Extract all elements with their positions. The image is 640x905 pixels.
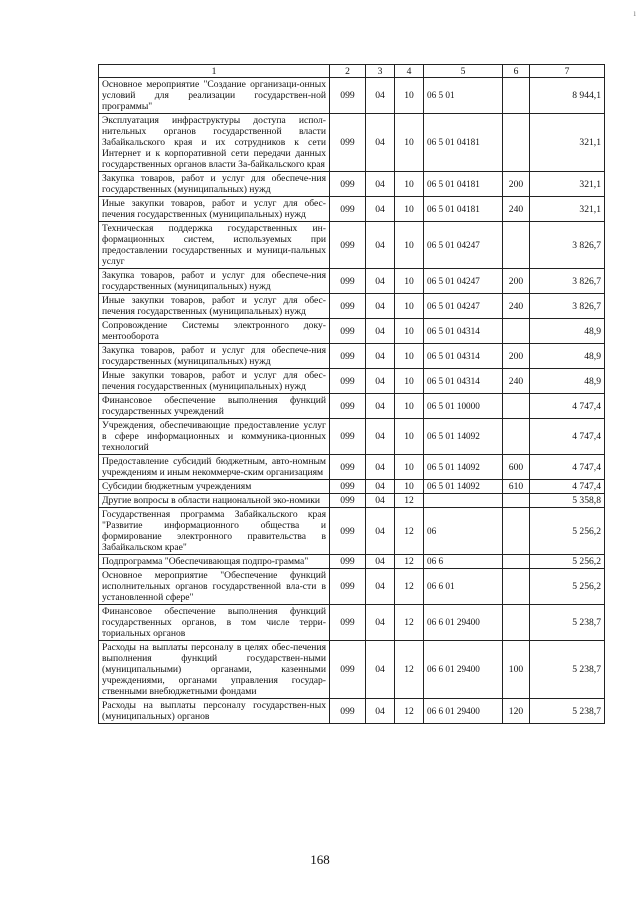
row-code-3-cell: 04 xyxy=(366,419,395,455)
row-code-2-cell: 099 xyxy=(330,269,366,294)
row-amount-cell: 5 256,2 xyxy=(530,508,605,555)
row-name-cell: Закупка товаров, работ и услуг для обеспече-ния государственных (муниципальных) нужд xyxy=(99,269,330,294)
header-cell-3: 3 xyxy=(366,65,395,78)
row-code-6-cell: 200 xyxy=(503,344,530,369)
row-code-3-cell: 04 xyxy=(366,605,395,641)
header-row xyxy=(99,65,605,78)
row-code-6-cell: 610 xyxy=(503,480,530,494)
row-code-3-cell: 04 xyxy=(366,114,395,172)
row-name-cell: Эксплуатация инфраструктуры доступа испол-нительных органов государственной власти Забайкальского края и их сотрудников к сети Интернет и к корпоративной сети передачи данных государственных органов власти За-байкальского края xyxy=(99,114,330,172)
row-code-2-cell: 099 xyxy=(330,480,366,494)
row-name-cell: Основное мероприятие "Создание организаци-онных условий для реализации государствен-ной программы" xyxy=(99,78,330,114)
row-name-cell: Подпрограмма "Обеспечивающая подпро-грамма" xyxy=(99,555,330,569)
table-row xyxy=(99,78,605,114)
row-code-2-cell: 099 xyxy=(330,455,366,480)
row-code-2-cell: 099 xyxy=(330,78,366,114)
table-row xyxy=(99,197,605,222)
table-row xyxy=(99,555,605,569)
row-amount-cell: 4 747,4 xyxy=(530,455,605,480)
row-name-cell: Расходы на выплаты персоналу в целях обес-печения выполнения функций государствен-ными (муниципальными) органами, казенными учреждениями, органами управления государ-ственными внебюджетными фондами xyxy=(99,641,330,699)
row-code-3-cell: 04 xyxy=(366,197,395,222)
header-cell-7: 7 xyxy=(530,65,605,78)
row-code-6-cell: 240 xyxy=(503,369,530,394)
row-name-cell: Сопровождение Системы электронного доку-ментооборота xyxy=(99,319,330,344)
row-code-5-cell: 06 5 01 04247 xyxy=(424,269,503,294)
row-code-4-cell: 10 xyxy=(395,78,424,114)
row-amount-cell: 5 358,8 xyxy=(530,494,605,508)
row-amount-cell: 3 826,7 xyxy=(530,222,605,269)
table-row xyxy=(99,394,605,419)
row-amount-cell: 4 747,4 xyxy=(530,419,605,455)
row-code-3-cell: 04 xyxy=(366,508,395,555)
row-code-3-cell: 04 xyxy=(366,294,395,319)
row-code-6-cell xyxy=(503,114,530,172)
row-code-2-cell: 099 xyxy=(330,172,366,197)
row-code-6-cell xyxy=(503,605,530,641)
row-code-2-cell: 099 xyxy=(330,494,366,508)
table-row xyxy=(99,455,605,480)
row-code-4-cell: 12 xyxy=(395,569,424,605)
row-name-cell: Иные закупки товаров, работ и услуг для обес-печения государственных (муниципальных) нужд xyxy=(99,197,330,222)
row-code-3-cell: 04 xyxy=(366,319,395,344)
row-code-5-cell: 06 6 01 29400 xyxy=(424,605,503,641)
row-name-cell: Финансовое обеспечение выполнения функций государственных учреждений xyxy=(99,394,330,419)
row-code-6-cell xyxy=(503,419,530,455)
row-code-5-cell: 06 5 01 14092 xyxy=(424,419,503,455)
row-name-cell: Расходы на выплаты персоналу государствен-ных (муниципальных) органов xyxy=(99,699,330,724)
row-name-cell: Финансовое обеспечение выполнения функций государственных органов, в том числе терри-ториальных органов xyxy=(99,605,330,641)
header-cell-6: 6 xyxy=(503,65,530,78)
row-code-6-cell: 240 xyxy=(503,294,530,319)
table-row xyxy=(99,344,605,369)
row-code-6-cell: 600 xyxy=(503,455,530,480)
row-code-4-cell: 12 xyxy=(395,555,424,569)
row-amount-cell: 48,9 xyxy=(530,319,605,344)
row-amount-cell: 48,9 xyxy=(530,369,605,394)
row-code-3-cell: 04 xyxy=(366,480,395,494)
row-code-3-cell: 04 xyxy=(366,494,395,508)
row-code-6-cell xyxy=(503,555,530,569)
row-name-cell: Иные закупки товаров, работ и услуг для обес-печения государственных (муниципальных) нужд xyxy=(99,369,330,394)
row-code-2-cell: 099 xyxy=(330,641,366,699)
row-code-6-cell: 200 xyxy=(503,269,530,294)
row-code-4-cell: 10 xyxy=(395,455,424,480)
row-code-5-cell: 06 5 01 04181 xyxy=(424,172,503,197)
row-code-4-cell: 10 xyxy=(395,369,424,394)
row-name-cell: Закупка товаров, работ и услуг для обеспече-ния государственных (муниципальных) нужд xyxy=(99,172,330,197)
row-code-5-cell: 06 6 xyxy=(424,555,503,569)
row-amount-cell: 3 826,7 xyxy=(530,294,605,319)
table-row xyxy=(99,480,605,494)
row-code-4-cell: 10 xyxy=(395,319,424,344)
row-code-6-cell xyxy=(503,394,530,419)
table-row xyxy=(99,369,605,394)
row-code-5-cell: 06 5 01 04247 xyxy=(424,294,503,319)
table-row xyxy=(99,641,605,699)
row-code-5-cell: 06 xyxy=(424,508,503,555)
row-code-6-cell xyxy=(503,508,530,555)
row-name-cell: Другие вопросы в области национальной эко-номики xyxy=(99,494,330,508)
row-code-4-cell: 10 xyxy=(395,294,424,319)
budget-table xyxy=(98,64,605,724)
row-amount-cell: 321,1 xyxy=(530,114,605,172)
row-code-5-cell: 06 5 01 04247 xyxy=(424,222,503,269)
row-amount-cell: 5 238,7 xyxy=(530,699,605,724)
row-code-5-cell: 06 5 01 xyxy=(424,78,503,114)
row-code-6-cell xyxy=(503,494,530,508)
table-row xyxy=(99,569,605,605)
header-cell-5: 5 xyxy=(424,65,503,78)
row-code-5-cell: 06 5 01 04181 xyxy=(424,114,503,172)
row-code-4-cell: 12 xyxy=(395,508,424,555)
row-amount-cell: 4 747,4 xyxy=(530,394,605,419)
table-row xyxy=(99,294,605,319)
row-code-5-cell: 06 5 01 14092 xyxy=(424,480,503,494)
row-code-3-cell: 04 xyxy=(366,369,395,394)
row-code-4-cell: 10 xyxy=(395,197,424,222)
table-row xyxy=(99,319,605,344)
row-code-2-cell: 099 xyxy=(330,555,366,569)
header-cell-2: 2 xyxy=(330,65,366,78)
row-code-4-cell: 10 xyxy=(395,480,424,494)
row-code-2-cell: 099 xyxy=(330,222,366,269)
row-amount-cell: 5 256,2 xyxy=(530,569,605,605)
table-row xyxy=(99,508,605,555)
header-cell-4: 4 xyxy=(395,65,424,78)
row-code-6-cell xyxy=(503,569,530,605)
row-code-5-cell: 06 5 01 04181 xyxy=(424,197,503,222)
row-code-5-cell: 06 5 01 04314 xyxy=(424,369,503,394)
row-code-2-cell: 099 xyxy=(330,369,366,394)
row-code-4-cell: 10 xyxy=(395,344,424,369)
row-code-5-cell xyxy=(424,494,503,508)
row-code-3-cell: 04 xyxy=(366,699,395,724)
row-amount-cell: 8 944,1 xyxy=(530,78,605,114)
row-code-5-cell: 06 6 01 29400 xyxy=(424,699,503,724)
header-cell-1: 1 xyxy=(99,65,330,78)
row-code-6-cell xyxy=(503,78,530,114)
row-amount-cell: 5 256,2 xyxy=(530,555,605,569)
table-row xyxy=(99,222,605,269)
table-row xyxy=(99,114,605,172)
row-code-3-cell: 04 xyxy=(366,555,395,569)
table-row xyxy=(99,269,605,294)
row-code-6-cell xyxy=(503,319,530,344)
row-name-cell: Государственная программа Забайкальского края "Развитие информационного общества и формирование электронного правительства в Забайкальском крае" xyxy=(99,508,330,555)
row-code-6-cell: 240 xyxy=(503,197,530,222)
row-code-2-cell: 099 xyxy=(330,197,366,222)
row-code-6-cell: 200 xyxy=(503,172,530,197)
row-code-4-cell: 10 xyxy=(395,269,424,294)
row-code-6-cell xyxy=(503,222,530,269)
row-name-cell: Основное мероприятие "Обеспечение функций исполнительных органов государственной вла-сти в установленной сфере" xyxy=(99,569,330,605)
table-row xyxy=(99,419,605,455)
row-code-3-cell: 04 xyxy=(366,172,395,197)
row-code-2-cell: 099 xyxy=(330,508,366,555)
row-code-4-cell: 12 xyxy=(395,494,424,508)
row-amount-cell: 321,1 xyxy=(530,197,605,222)
row-code-3-cell: 04 xyxy=(366,569,395,605)
row-code-3-cell: 04 xyxy=(366,78,395,114)
row-code-3-cell: 04 xyxy=(366,641,395,699)
row-amount-cell: 4 747,4 xyxy=(530,480,605,494)
row-code-5-cell: 06 5 01 14092 xyxy=(424,455,503,480)
table-body xyxy=(99,78,605,724)
table-row xyxy=(99,172,605,197)
scan-edge-mark: ı xyxy=(633,8,636,18)
row-code-4-cell: 10 xyxy=(395,394,424,419)
row-amount-cell: 48,9 xyxy=(530,344,605,369)
row-code-4-cell: 10 xyxy=(395,222,424,269)
row-code-2-cell: 099 xyxy=(330,114,366,172)
row-code-6-cell: 120 xyxy=(503,699,530,724)
row-code-4-cell: 10 xyxy=(395,419,424,455)
row-name-cell: Субсидии бюджетным учреждениям xyxy=(99,480,330,494)
row-code-3-cell: 04 xyxy=(366,455,395,480)
row-name-cell: Предоставление субсидий бюджетным, авто-номным учреждениям и иным некоммерче-ским организациям xyxy=(99,455,330,480)
row-name-cell: Иные закупки товаров, работ и услуг для обес-печения государственных (муниципальных) нужд xyxy=(99,294,330,319)
row-code-2-cell: 099 xyxy=(330,605,366,641)
row-amount-cell: 5 238,7 xyxy=(530,641,605,699)
row-code-5-cell: 06 5 01 04314 xyxy=(424,319,503,344)
row-code-3-cell: 04 xyxy=(366,269,395,294)
row-code-4-cell: 12 xyxy=(395,699,424,724)
page-number: 168 xyxy=(310,852,330,867)
row-amount-cell: 5 238,7 xyxy=(530,605,605,641)
row-code-2-cell: 099 xyxy=(330,344,366,369)
row-code-2-cell: 099 xyxy=(330,699,366,724)
table-row xyxy=(99,494,605,508)
row-code-5-cell: 06 6 01 xyxy=(424,569,503,605)
row-code-6-cell: 100 xyxy=(503,641,530,699)
row-name-cell: Закупка товаров, работ и услуг для обеспече-ния государственных (муниципальных) нужд xyxy=(99,344,330,369)
row-name-cell: Учреждения, обеспечивающие предоставление услуг в сфере информационных и коммуника-ционных технологий xyxy=(99,419,330,455)
row-amount-cell: 3 826,7 xyxy=(530,269,605,294)
row-name-cell: Техническая поддержка государственных ин-формационных систем, используемых при предоставлении государственных и муници-пальных услуг xyxy=(99,222,330,269)
row-code-5-cell: 06 6 01 29400 xyxy=(424,641,503,699)
row-code-2-cell: 099 xyxy=(330,394,366,419)
row-code-2-cell: 099 xyxy=(330,569,366,605)
row-code-3-cell: 04 xyxy=(366,344,395,369)
row-code-2-cell: 099 xyxy=(330,294,366,319)
row-code-3-cell: 04 xyxy=(366,394,395,419)
table-row xyxy=(99,605,605,641)
row-code-4-cell: 10 xyxy=(395,114,424,172)
row-code-2-cell: 099 xyxy=(330,419,366,455)
table-row xyxy=(99,699,605,724)
row-code-5-cell: 06 5 01 04314 xyxy=(424,344,503,369)
row-amount-cell: 321,1 xyxy=(530,172,605,197)
row-code-2-cell: 099 xyxy=(330,319,366,344)
row-code-4-cell: 12 xyxy=(395,605,424,641)
row-code-4-cell: 10 xyxy=(395,172,424,197)
row-code-3-cell: 04 xyxy=(366,222,395,269)
row-code-4-cell: 12 xyxy=(395,641,424,699)
row-code-5-cell: 06 5 01 10000 xyxy=(424,394,503,419)
